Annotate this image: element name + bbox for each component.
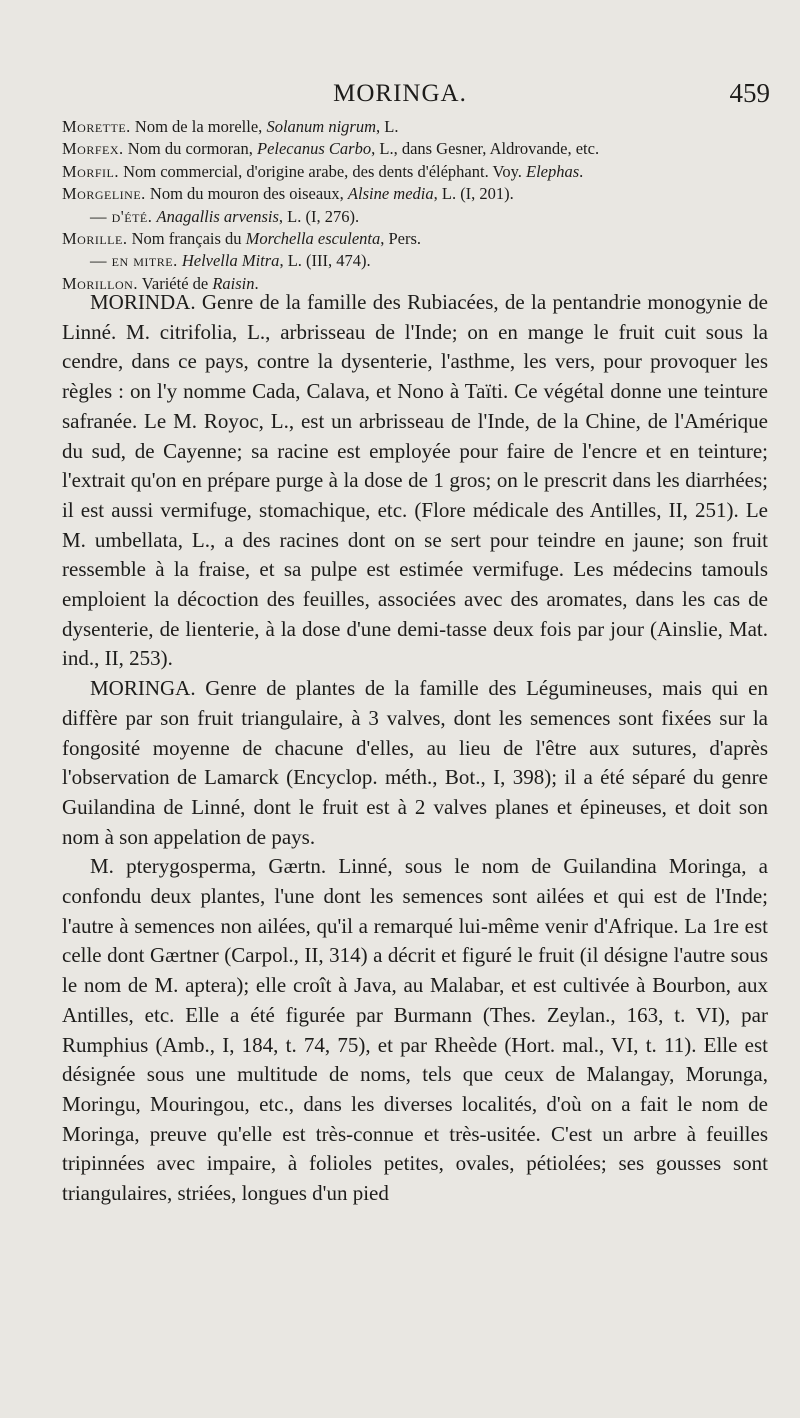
entry-head: Morfex. xyxy=(62,139,124,159)
entry-text: Nom du cormoran, xyxy=(123,139,257,159)
entry-italic: Helvella Mitra xyxy=(181,251,280,271)
entry-italic: Solanum nigrum xyxy=(266,117,376,136)
entry-head: Morgeline. xyxy=(62,184,146,204)
entry-italic: Raisin xyxy=(212,273,255,293)
paragraph-morinda: MORINDA. Genre de la famille des Rubiacées, de la pentandrie monogynie de Linné. M. citrifolia, L., arbrisseau de l'Inde; on en mange le fruit cuit sous la cendre, dans ce pays, contre la dysenterie, l'asthme, les vers, pour provoquer les règles : on l'y nomme Cada, Calava, et Nono à Taïti. Ce végétal donne une teinture safranée. Le M. Royoc, L., est un arbrisseau de l'Inde, de la Chine, de l'Amérique du sud, de Cayenne; sa racine est employée pour faire de l'encre et en teinture; l'extrait qu'on en prépare purge à la dose de 1 gros; on le prescrit dans les diarrhées; il est aussi vermifuge, stomachique, etc. (Flore médicale des Antilles, II, 251). Le M. umbellata, L., a des racines dont on se sert pour teindre en jaune; son fruit ressemble à la fraise, et sa pulpe est estimée vermifuge. Les médecins tamouls emploient la décoction des feuilles, associées avec des aromates, dans les cas de dysenterie, de lienterie, à la dose d'une demi-tasse deux fois par jour (Ainslie, Mat. ind., II, 253). xyxy=(62,290,768,671)
entry-italic: Elephas xyxy=(526,161,580,181)
entry-tail: . xyxy=(579,161,584,181)
entry-text: Variété de xyxy=(137,273,213,293)
entry-italic: Anagallis arvensis xyxy=(156,206,279,226)
entry-text: Nom commercial, d'origine arabe, des dents d'éléphant. Voy. xyxy=(118,161,526,181)
entry-morille-mitre xyxy=(62,250,774,272)
entry-morille xyxy=(62,228,774,250)
paragraph-moringa: MORINGA. Genre de plantes de la famille des Légumineuses, mais qui en diffère par son fruit triangulaire, à 3 valves, dont les semences sont fixées sur la fongosité moyenne de chacune d'elles, au lieu de l'être aux sutures, d'après l'observation de Lamarck (Encyclop. méth., Bot., I, 398); il a été séparé du genre Guilandina de Linné, dont le fruit est à 2 valves planes et épineuses, et doit son nom à son appelation de pays. xyxy=(62,676,768,849)
entry-morfex xyxy=(62,138,774,160)
paragraph-pterygosperma: M. pterygosperma, Gærtn. Linné, sous le nom de Guilandina Moringa, a confondu deux plantes, l'une dont les semences sont ailées et qui est de l'Inde; l'autre à semences non ailées, qu'il a remarqué lui-même venir d'Afrique. La 1re est celle dont Gærtner (Carpol., II, 314) a décrit et figuré le fruit (il désigne l'autre sous le nom de M. aptera); elle croît à Java, au Malabar, et est cultivée à Bourbon, aux Antilles, etc. Elle a été figurée par Burmann (Thes. Zeylan., 163, t. VI), par Rumphius (Amb., I, 184, t. 74, 75), et par Rheède (Hort. mal., VI, t. 11). Elle est désignée sous une multitude de noms, tels que ceux de Malangay, Morunga, Moringu, Mouringou, etc., dans les diverses localités, d'où on a fait le nom de Moringa, preuve qu'elle est très-connue et très-usitée. C'est un arbre à feuilles tripinnées avec impaire, à folioles petites, ovales, pétiolées; ses gousses sont triangulaires, striées, longues d'un pied xyxy=(62,854,768,1206)
entry-text: Nom français du xyxy=(127,229,246,249)
entry-italic: Alsine media xyxy=(347,184,434,204)
entry-italic: Morchella esculenta xyxy=(245,229,381,249)
entry-italic: Pelecanus Carbo xyxy=(257,139,372,159)
entry-head: Morfil. xyxy=(62,161,119,181)
page-header xyxy=(0,72,800,112)
entry-tail: , L. (I, 201). xyxy=(433,184,514,204)
entry-morgeline-ete xyxy=(62,206,774,228)
entry-head: Morette. xyxy=(62,117,131,136)
main-text xyxy=(62,288,768,1209)
entry-head: — d'été. xyxy=(90,206,153,226)
entry-tail: , L. (III, 474). xyxy=(279,251,371,271)
entry-tail: . xyxy=(254,273,259,293)
running-title: MORINGA. xyxy=(333,80,467,107)
entry-tail: , Pers. xyxy=(380,229,422,249)
entry-text: Nom du mouron des oiseaux, xyxy=(145,184,348,204)
entry-text: Nom de la morelle, xyxy=(130,117,267,136)
entry-tail: , L., dans Gesner, Aldrovande, etc. xyxy=(371,139,600,159)
page-number: 459 xyxy=(729,78,770,108)
entry-head: — en mitre. xyxy=(90,251,178,271)
entry-tail: , L. (I, 276). xyxy=(278,206,360,226)
entry-head: Morille. xyxy=(62,229,128,249)
small-entries-list xyxy=(62,116,774,295)
entry-morette xyxy=(62,116,774,138)
entry-morfil xyxy=(62,161,774,183)
entry-head: Morillon. xyxy=(62,273,138,293)
entry-morgeline xyxy=(62,183,774,205)
entry-tail: , L. xyxy=(375,117,399,136)
